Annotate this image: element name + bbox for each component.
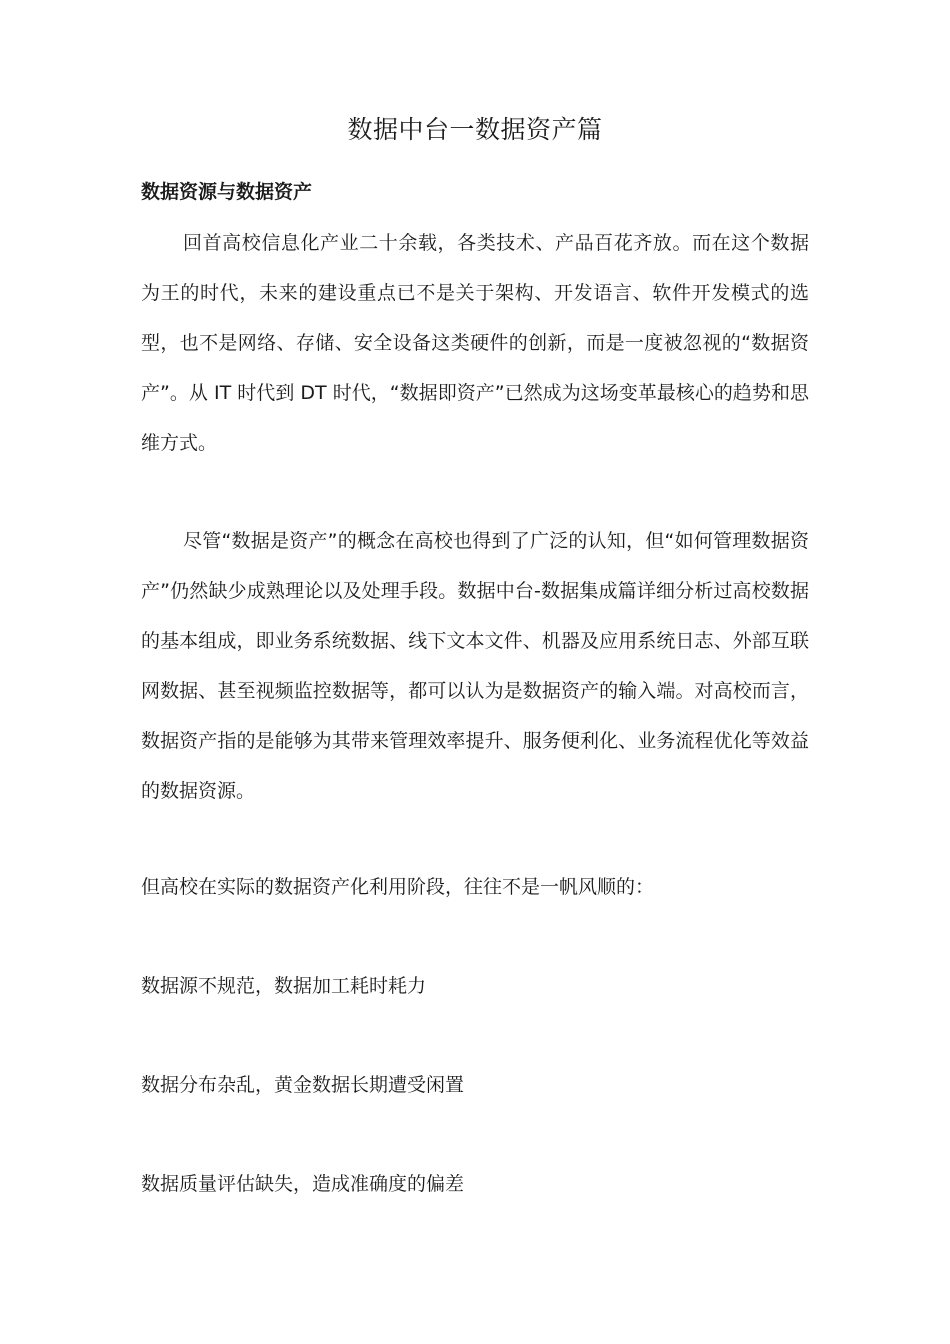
paragraph-data-assets: 尽管“数据是资产”的概念在高校也得到了广泛的认知，但“如何管理数据资产”仍然缺少成熟理论以及处理手段。数据中台-数据集成篇详细分析过高校数据的基本组成，即业务系统数据、线下文本文件、机器及应用系统日志、外部互联网数据、甚至视频监控数据等，都可以认为是数据资产的输入端。对高校而言，数据资产指的是能够为其带来管理效率提升、服务便利化、业务流程优化等效益的数据资源。 [141, 530, 809, 802]
issue-item: 数据分布杂乱，黄金数据长期遭受闲置 [141, 1074, 465, 1096]
paragraph-intro: 回首高校信息化产业二十余载，各类技术、产品百花齐放。而在这个数据为王的时代，未来的建设重点已不是关于架构、开发语言、软件开发模式的选型，也不是网络、存储、安全设备这类硬件的创新，而是一度被忽视的“数据资产”。从 IT 时代到 DT 时代，“数据即资产”已然成为这场变革最核心的趋势和思维方式。 [141, 232, 809, 454]
issue-item: 数据质量评估缺失，造成准确度的偏差 [141, 1173, 465, 1195]
intro-line: 但高校在实际的数据资产化利用阶段，往往不是一帆风顺的： [141, 876, 655, 898]
issue-item: 数据源不规范，数据加工耗时耗力 [141, 975, 427, 997]
section-heading: 数据资源与数据资产 [141, 181, 313, 203]
document-title: 数据中台一数据资产篇 [347, 115, 603, 144]
